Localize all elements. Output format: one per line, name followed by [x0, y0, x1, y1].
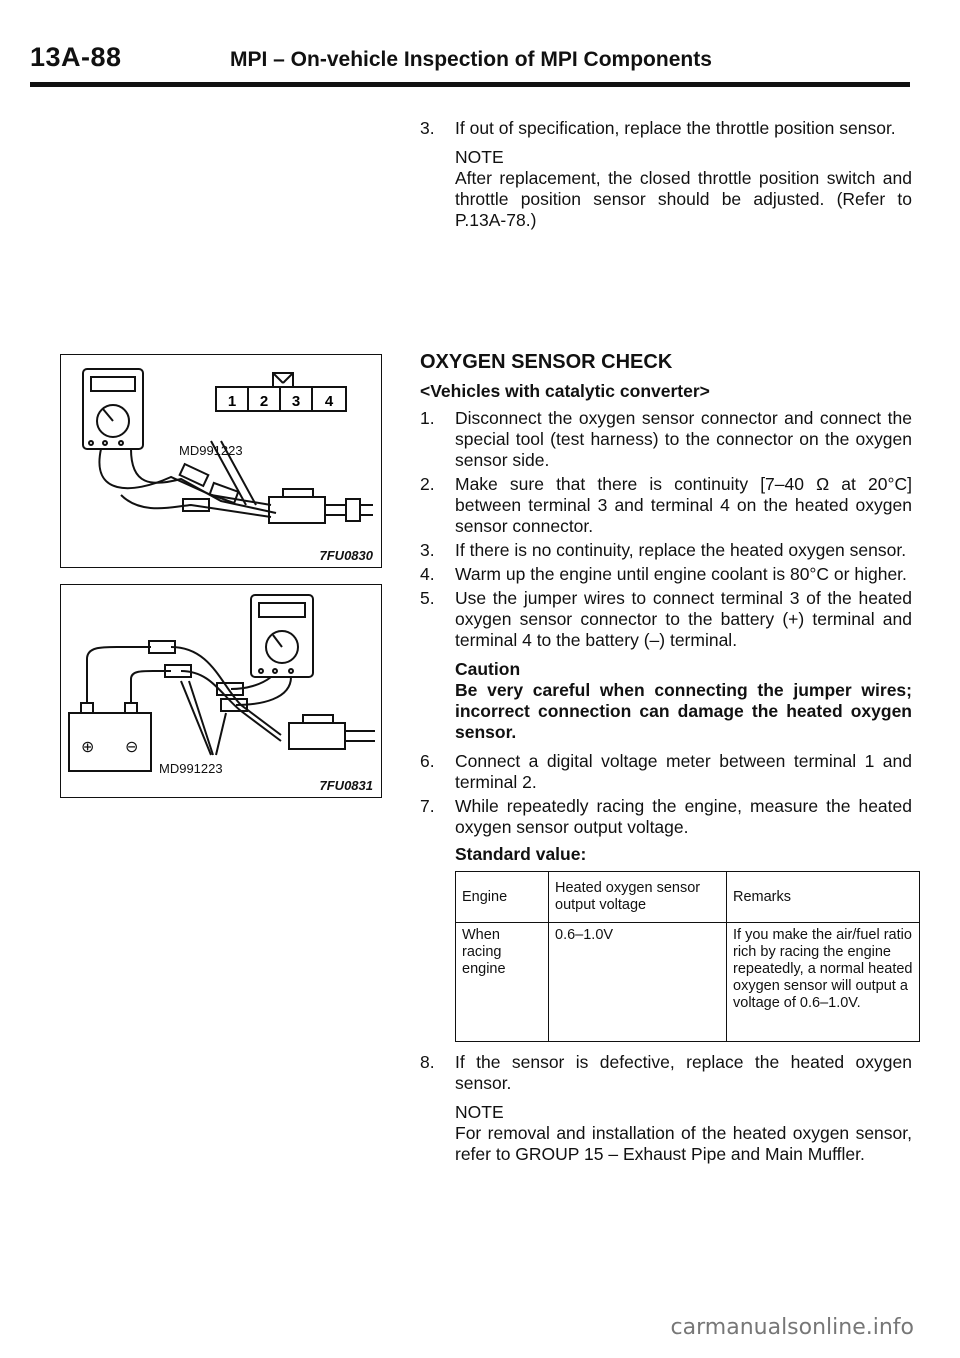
- figure-code: 7FU0831: [319, 778, 373, 793]
- note-label: NOTE: [455, 147, 504, 167]
- terminal-label: 2: [259, 393, 269, 410]
- terminal-label: 1: [227, 393, 237, 410]
- list-item: 1. Disconnect the oxygen sensor connector and connect the special tool (test harness) to the connector on the oxygen sensor side.: [420, 408, 912, 470]
- list-item: 3. If there is no continuity, replace the heated oxygen sensor.: [420, 540, 907, 560]
- list-item: 5. Use the jumper wires to connect terminal 3 of the heated oxygen sensor connector to the battery (+) terminal and terminal 4 to the battery (–) terminal.: [420, 588, 912, 650]
- standard-value-table: [455, 871, 920, 1042]
- multimeter-icon: [251, 595, 313, 677]
- step-text: Use the jumper wires to connect terminal 3 of the heated oxygen sensor connector to the battery (+) terminal and terminal 4 to the battery (–) terminal.: [455, 588, 912, 650]
- watermark: carmanualsonline.info: [670, 1315, 914, 1340]
- caution-label: Caution: [455, 659, 521, 679]
- page-title: MPI – On-vehicle Inspection of MPI Components: [230, 48, 712, 71]
- caution-block: [455, 659, 912, 743]
- terminal-label: 3: [291, 393, 301, 410]
- figure-test-harness-continuity: [60, 354, 382, 568]
- tool-number-label: MD991223: [159, 761, 223, 776]
- throttle-sensor-section: [420, 118, 912, 231]
- page-header: [30, 42, 910, 88]
- section-title: OXYGEN SENSOR CHECK: [420, 351, 673, 373]
- step-text: Disconnect the oxygen sensor connector and connect the special tool (test harness) to the connector on the oxygen sensor side.: [455, 408, 912, 470]
- list-item: 2. Make sure that there is continuity [7–40 Ω at 20°C] between terminal 3 and terminal 4 on the heated oxygen sensor connector.: [420, 474, 912, 536]
- table-header-row: [456, 872, 920, 923]
- step-text: While repeatedly racing the engine, measure the heated oxygen sensor output voltage.: [455, 796, 912, 837]
- table-cell: 0.6–1.0V: [549, 923, 727, 1042]
- step-text: Connect a digital voltage meter between terminal 1 and terminal 2.: [455, 751, 912, 792]
- list-item: 3. If out of specification, replace the throttle position sensor.: [420, 118, 896, 138]
- multimeter-icon: [83, 369, 143, 449]
- note-label: NOTE: [455, 1102, 504, 1122]
- battery-minus-icon: ⊖: [125, 739, 139, 756]
- battery-plus-icon: ⊕: [81, 739, 95, 756]
- list-item: 6. Connect a digital voltage meter between terminal 1 and terminal 2.: [420, 751, 912, 792]
- note-text: After replacement, the closed throttle position switch and throttle position sensor should be adjusted. (Refer to P.13A-78.): [455, 168, 912, 230]
- step-text: Warm up the engine until engine coolant is 80°C or higher.: [455, 564, 907, 584]
- table-header: Heated oxygen sensor output voltage: [549, 872, 727, 923]
- step-text: If out of specification, replace the throttle position sensor.: [455, 118, 896, 138]
- standard-value-label: Standard value:: [455, 844, 587, 864]
- table-row: [456, 923, 920, 1042]
- harness-diagram: [61, 355, 381, 567]
- table-cell: When racing engine: [456, 923, 549, 1042]
- table-header: Remarks: [727, 872, 920, 923]
- figure-code: 7FU0830: [319, 548, 373, 563]
- step-text: If there is no continuity, replace the heated oxygen sensor.: [455, 540, 907, 560]
- figure-battery-jumper: [60, 584, 382, 798]
- terminal-label: 4: [324, 393, 334, 410]
- step-text: If the sensor is defective, replace the heated oxygen sensor.: [455, 1052, 912, 1093]
- tool-number-label: MD991223: [179, 443, 243, 458]
- header-rule: [30, 82, 910, 87]
- page-number: 13A-88: [30, 42, 122, 72]
- caution-text: Be very careful when connecting the jumper wires; incorrect connection can damage the heated oxygen sensor.: [455, 680, 912, 742]
- section-subtitle: <Vehicles with catalytic converter>: [420, 381, 710, 401]
- list-item: 7. While repeatedly racing the engine, measure the heated oxygen sensor output voltage.: [420, 796, 912, 837]
- list-item: 8. If the sensor is defective, replace the heated oxygen sensor.: [420, 1052, 912, 1093]
- step-text: Make sure that there is continuity [7–40 Ω at 20°C] between terminal 3 and terminal 4 on the heated oxygen sensor connector.: [455, 474, 912, 536]
- table-header: Engine: [456, 872, 549, 923]
- note-text: For removal and installation of the heated oxygen sensor, refer to GROUP 15 – Exhaust Pipe and Main Muffler.: [455, 1123, 912, 1164]
- table-cell: If you make the air/fuel ratio rich by racing the engine repeatedly, a normal heated oxygen sensor will output a voltage of 0.6–1.0V.: [727, 923, 920, 1042]
- list-item: 4. Warm up the engine until engine coolant is 80°C or higher.: [420, 564, 907, 584]
- oxygen-sensor-section: [420, 352, 912, 1165]
